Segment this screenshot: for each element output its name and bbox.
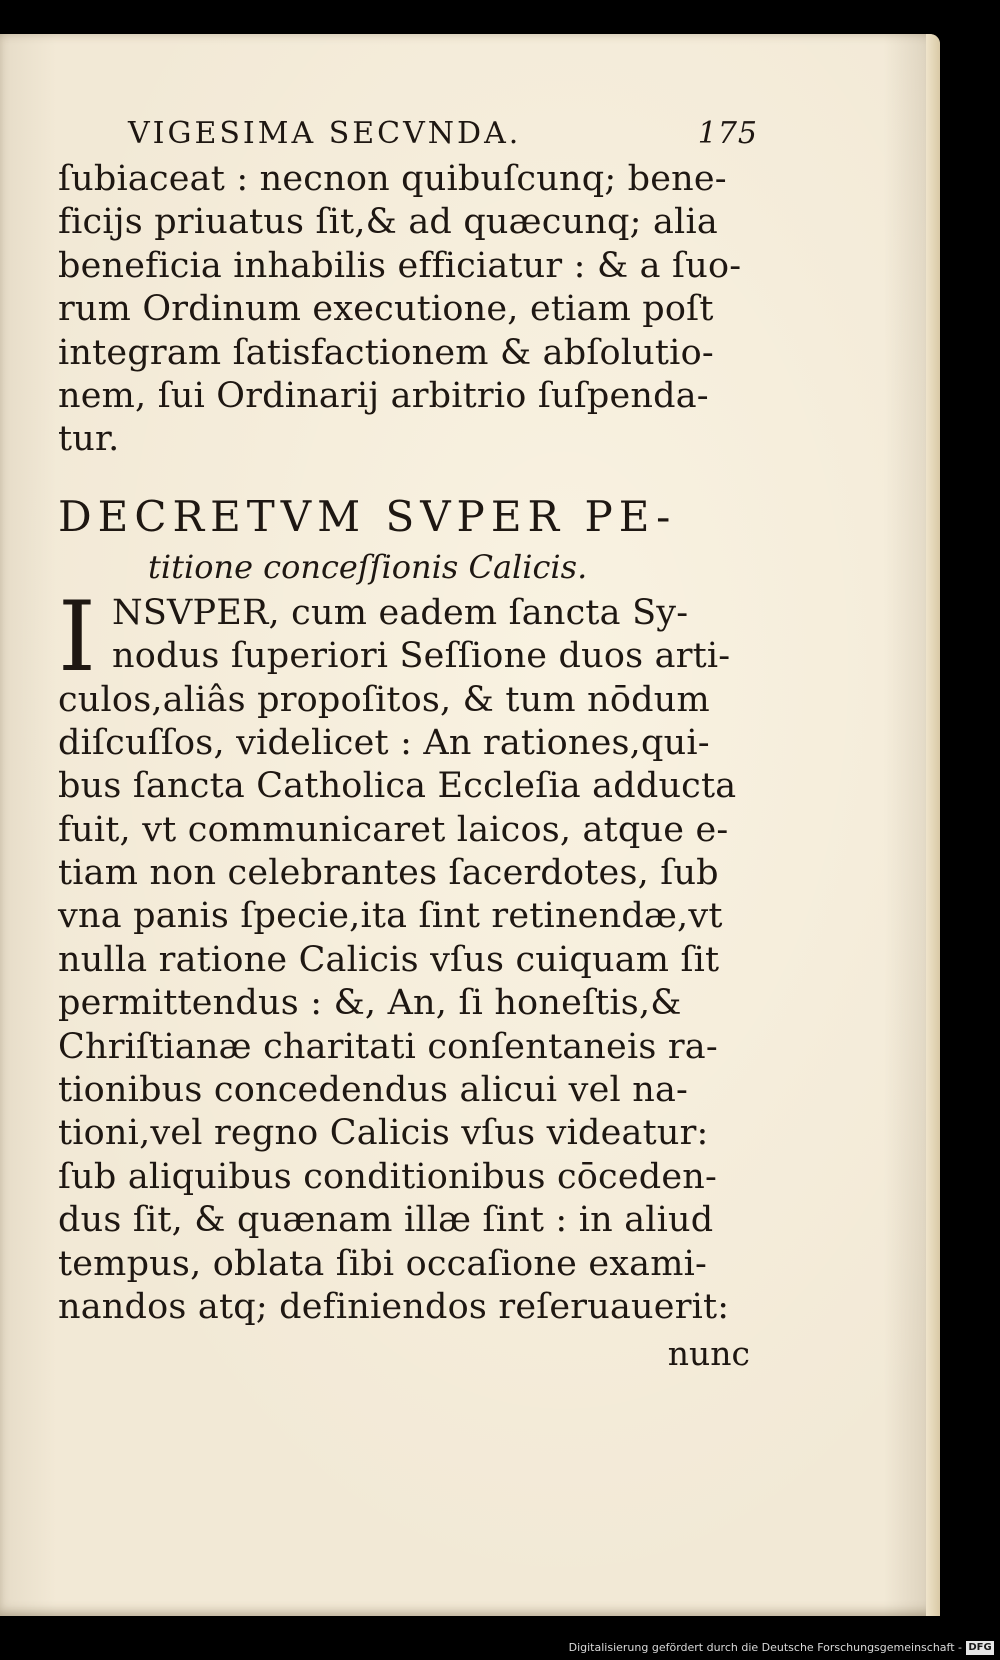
page-edge-shadow <box>926 34 940 1616</box>
text-line: tempus, oblata ſibi occaſione exami- <box>58 1243 708 1284</box>
text-line: fuit, vt communicaret laicos, atque e- <box>58 809 729 850</box>
book-page <box>0 34 940 1616</box>
decree-heading-line1: DECRETVM SVPER PE- <box>58 491 677 541</box>
text-line: rum Ordinum executione, etiam poſt <box>58 289 714 330</box>
text-line: bus ſancta Catholica Eccleſia adducta <box>58 766 737 807</box>
running-head-title: VIGESIMA SECVNDA. <box>128 116 522 151</box>
text-line: nandos atq; definiendos reſeruauerit: <box>58 1286 730 1327</box>
digitization-credit <box>0 1636 1000 1660</box>
text-line: tionibus concedendus alicui vel na- <box>58 1070 689 1111</box>
text-line: culos,aliâs propoſitos, & tum nōdum <box>58 679 710 720</box>
text-line: tiam non celebrantes ſacerdotes, ſub <box>58 853 719 894</box>
text-line: Chriſtianæ charitati conſentaneis ra- <box>58 1026 718 1067</box>
text-line: tur. <box>58 419 120 460</box>
paragraph-continuation <box>58 158 758 462</box>
text-line: dus ſit, & quænam illæ ſint : in aliud <box>58 1200 714 1241</box>
text-line: nodus ſuperiori Seſſione duos arti- <box>112 636 731 677</box>
text-line: tioni,vel regno Calicis vſus videatur: <box>58 1113 709 1154</box>
catchword: nunc <box>667 1334 750 1374</box>
text-line: vna panis ſpecie,ita ſint retinendæ,vt <box>58 896 723 937</box>
decree-heading <box>58 488 758 588</box>
page-number: 175 <box>697 116 758 151</box>
text-block <box>58 110 758 1379</box>
text-line: ſub aliquibus conditionibus cōceden- <box>58 1156 718 1197</box>
text-line: integram ſatisfactionem & abſolutio- <box>58 332 714 373</box>
text-line: permittendus : &, An, ſi honeſtis,& <box>58 983 682 1024</box>
credit-text: Digitalisierung gefördert durch die Deutsche Forschungsgemeinschaft - <box>568 1641 962 1654</box>
running-head <box>58 110 758 158</box>
dfg-logo: DFG <box>966 1641 994 1655</box>
decree-heading-line2: titione conceſſionis Calicis. <box>148 547 588 586</box>
text-line: beneficia inhabilis efficiatur : & a ſuo- <box>58 245 742 286</box>
text-line: nulla ratione Calicis vſus cuiquam ſit <box>58 939 720 980</box>
text-line: diſcuſſos, videlicet : An rationes,qui- <box>58 722 710 763</box>
initial-capital: I <box>58 580 96 693</box>
decree-body <box>58 580 758 1330</box>
text-line: NSVPER, cum eadem ſancta Sy- <box>112 592 689 633</box>
text-line: ſubiaceat : necnon quibuſcunq; bene- <box>58 159 727 199</box>
text-line: nem, ſui Ordinarij arbitrio ſuſpenda- <box>58 375 709 416</box>
text-line: ficijs priuatus ſit,& ad quæcunq; alia <box>58 202 718 243</box>
